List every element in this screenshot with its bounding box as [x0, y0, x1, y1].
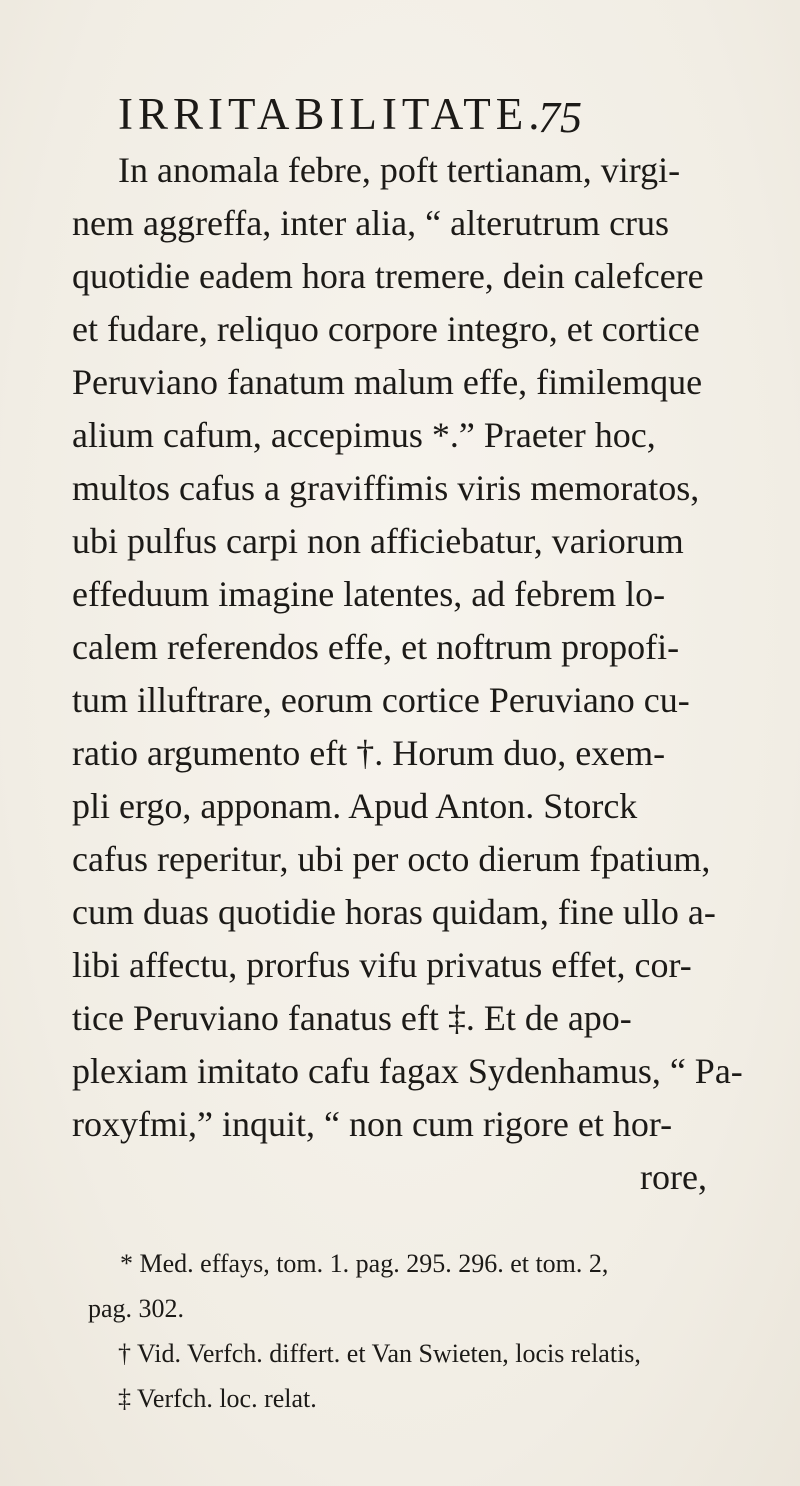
text-line: libi affectu, prorfus vifu privatus effet, cor-: [72, 945, 692, 985]
text-line: nem aggreffa, inter alia, “ alterutrum crus: [72, 203, 670, 243]
footnote-line: pag. 302.: [88, 1294, 185, 1323]
running-head: IRRITABILITATE.: [118, 89, 545, 139]
text-line: effeduum imagine latentes, ad febrem lo-: [72, 574, 666, 614]
text-line: ubi pulfus carpi non afficiebatur, variorum: [72, 521, 684, 561]
text-line: alium cafum, accepimus *.” Praeter hoc,: [72, 415, 656, 455]
text-line: Peruviano fanatum malum effe, fimilemque: [72, 362, 703, 402]
footnote-line: * Med. effays, tom. 1. pag. 295. 296. et tom. 2,: [120, 1249, 609, 1278]
footnote-line: ‡ Verfch. loc. relat.: [118, 1384, 317, 1413]
text-line: tice Peruviano fanatus eft ‡. Et de apo-: [72, 998, 632, 1038]
page-number: 75: [538, 93, 582, 142]
text-line: cum duas quotidie horas quidam, fine ullo a-: [72, 892, 716, 932]
text-line: tum illuftrare, eorum cortice Peruviano cu-: [72, 680, 690, 720]
text-line: quotidie eadem hora tremere, dein calefcere: [72, 256, 704, 296]
text-line: multos cafus a graviffimis viris memoratos,: [72, 468, 700, 508]
text-line: roxyfmi,” inquit, “ non cum rigore et hor-: [72, 1104, 673, 1144]
text-line: et fudare, reliquo corpore integro, et cortice: [72, 309, 700, 349]
text-line: In anomala febre, poft tertianam, virgi-: [118, 150, 681, 190]
footnote-line: † Vid. Verfch. differt. et Van Swieten, locis relatis,: [118, 1339, 641, 1368]
catchword: rore,: [640, 1157, 707, 1197]
text-line: plexiam imitato cafu fagax Sydenhamus, “ Pa-: [72, 1051, 743, 1091]
text-line: pli ergo, apponam. Apud Anton. Storck: [72, 786, 638, 826]
text-line: ratio argumento eft †. Horum duo, exem-: [72, 733, 666, 773]
text-line: calem referendos effe, et noftrum propofi-: [72, 627, 680, 667]
text-line: cafus reperitur, ubi per octo dierum fpatium,: [72, 839, 711, 879]
